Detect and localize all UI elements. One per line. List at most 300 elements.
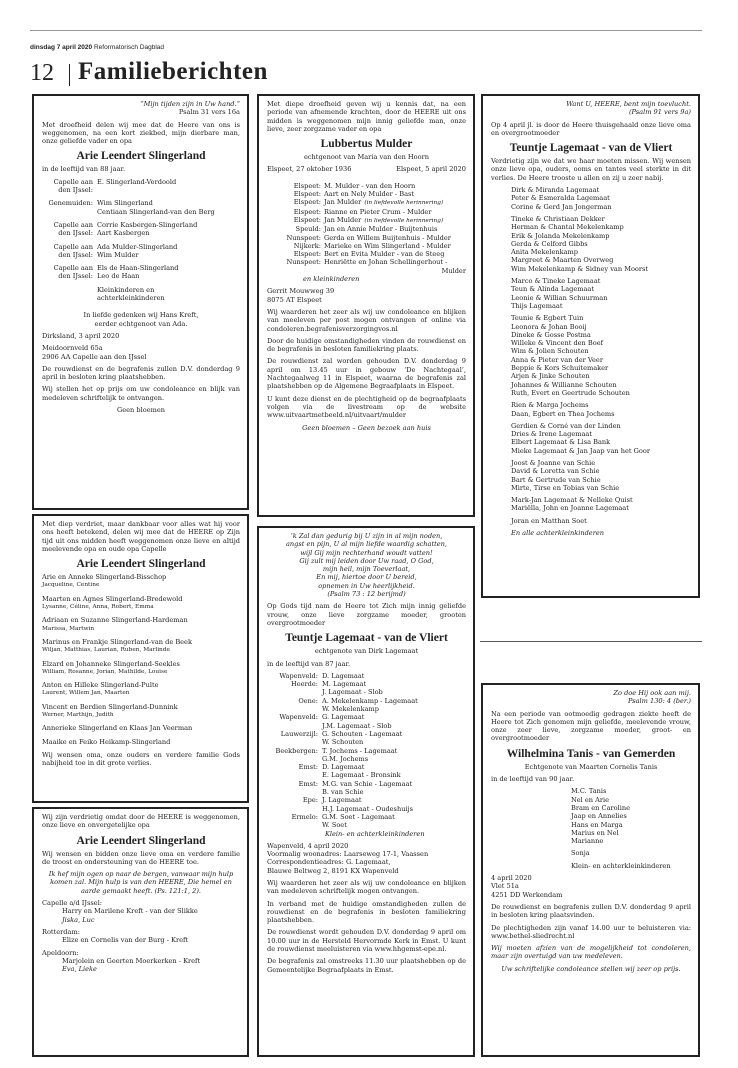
family-location: Elspeet: [293,207,321,216]
family-name: Wim Slingerland [97,199,153,208]
family-note: (in liefdevolle herinnering) [364,200,444,207]
family-name: Marianne [571,837,604,846]
family-location: Ermelo: [291,812,318,821]
family-location: Capelle aan den IJssel: [53,242,93,259]
family-entry [267,216,466,225]
notice-arie-slingerland-2 [32,514,249,803]
notice-arie-slingerland-1 [32,94,249,510]
grandchildren: Klein- en achterkleinkinderen [325,829,425,838]
masthead [30,44,702,51]
family-entry [42,681,240,698]
funeral-info: De rouwdienst en de begrafenis zullen D.V. donderdag 9 april in besloten kring plaatshebben. [42,364,240,382]
notice-teuntje-lagemaat-2 [481,94,700,598]
address-line-2: 8075 AT Elspeet [267,295,322,304]
family-group [511,517,691,525]
family-main: Annerieke Slingerland en Klaas Jan Veerman [42,724,193,733]
deceased-name: Teuntje Lagemaat - van de Vliert [509,142,673,155]
message: Verdrietig zijn we dat we haar moeten missen. Wij wensen onze lieve opa, ouders, ooms en tantes veel sterkte in dit verlies. De Heere trooste u allen en zij u zeer nabij. [491,157,691,182]
family-entry [267,198,466,207]
family-entry [267,680,466,688]
family-name: Willeke & Vincent den Boef [511,339,604,348]
family-entry [267,763,466,771]
family-name: B. van Schie [322,788,364,797]
age: in de leeftijd van 90 jaar. [491,775,575,784]
intro: Wij zijn verdrietig omdat door de HEERE is weggenomen, onze lieve en onvergetelijke opa [42,813,240,830]
family-location: Apeldoorn: [42,948,79,957]
family-group [511,496,691,513]
family-location [267,688,322,696]
family-entry [267,821,466,829]
livestream-info: De plechtigheden zijn vanaf 14.00 uur te beluisteren via: www.bethel-sliedrecht.nl [491,923,691,940]
verse-line: Gij zult mij leiden door Uw raad, O God, [299,556,434,565]
verse-ref: Psalm 130: 4 (ber.) [627,697,691,706]
family-note: (in liefdevolle herinnering) [364,217,444,224]
family-name: Mariëlla, John en Joanne Lagemaat [511,504,629,513]
family-name: Jan Mulder [324,215,362,224]
family-names [97,221,197,238]
family-names [324,208,432,216]
family-location [267,755,322,763]
verse-line: (Psalm 73 : 12 berijmd) [327,590,406,599]
family-name: Els de Haan-Slingerland [97,264,179,273]
family-name: Henriëtte en Johan Schellingerhout - [324,258,448,267]
family-entry [42,738,240,746]
family-name: Beppie & Kors Schuitemaker [511,364,609,373]
verse-ref: (Psalm 91 vers 9a) [628,108,691,117]
family-name: Marco & Tineke Lagemaat [511,277,601,286]
family-group [511,401,691,418]
family-names [324,182,415,190]
family-children: Laurent, Willem Jan, Maarten [42,690,130,697]
grandchildren: en kleinkinderen [303,275,360,284]
age: in de leeftijd van 87 jaar. [267,659,351,668]
family-main: Arie en Anneke Slingerland-Bisschop [42,573,167,582]
family-location: Elspeet: [293,250,321,259]
family-names [97,178,176,195]
address-line-2: Vlet 51a [491,882,519,891]
deceased-name: Arie Leendert Slingerland [76,150,206,163]
verse [267,532,466,598]
family-name: Teunie & Egbert Tuin [511,314,584,323]
family-name: Aart en Nely Mulder - Bast [324,190,415,199]
family-name: Teun & Alinda Lagemaat [511,285,595,294]
place-date: Dirksland, 3 april 2020 [42,331,120,340]
family-location [267,788,322,796]
spouse: Echtgenote van Maarten Cornelis Tanis [524,762,658,771]
family-name: D. Lagemaat [322,671,365,680]
family-entry [267,697,466,705]
notice-teuntje-lagemaat-1 [257,526,475,1057]
family-location: Heerde: [290,680,318,689]
family-entry [267,182,466,190]
family-name: Gerdien & Corné van der Linden [511,421,621,430]
family-entry [267,242,466,250]
family-name: Erik & Jolanda Mekelenkamp [511,231,610,240]
grandchildren: Klein- en achterkleinkinderen [571,861,671,870]
spouse: echtgenoot van Maria van den Hoorn [303,153,430,162]
address-line-3: 4251 DD Werkendam [491,890,563,899]
family-name: Centiaan Slingerland-van den Berg [97,207,215,216]
family-entry [42,243,240,260]
family-name: Elbert Lagemaat & Lisa Bank [511,438,611,447]
family-name: Wim Mekelenkamp & Sidney van Moorst [511,264,649,273]
family-names: Elize en Cornelis van der Burg - Kreft [62,936,189,945]
family-children: Lysanne, Céline, Anna, Robert, Emma [42,604,154,611]
family-list [267,182,466,267]
family-entry [267,258,466,266]
condolence-note: Wij moeten afzien van de mogelijkheid tot condoleren, maar zijn overtuigd van uw medeleven. [491,944,691,961]
family-children: Eva, Lieke [62,965,97,974]
family-names [324,250,444,258]
intro: Met droefheid delen wij mee dat de Heere van ons is weggenomen, na een kort ziekbed, mijn dierbare man, onze geliefde vader en opa [42,120,240,146]
family-location: Genemuiden: [48,199,93,208]
notice-lubbertus-mulder [257,94,475,517]
family-name: Ruth, Evert en Geertrude Schouten [511,388,630,397]
great-grandchildren: En alle achterkleinkinderen [511,529,605,538]
family-location: Elspeet: [293,215,321,224]
family-names [324,216,443,225]
family-name: Gerda en Willem Buijtenhuis - Mulder [324,233,451,242]
address-line-1: Voormalig woonadres: Laarseweg 17-1, Vaassen [267,850,429,859]
family-location: Elspeet: [293,198,321,207]
family-entry [42,616,240,633]
family-entry [267,771,466,779]
intro: Op Gods tijd nam de Heere tot Zich mijn innig geliefde vrouw, onze lieve zorgzame moeder, grooten overgrootmoeder [267,602,466,627]
family-name: M.C. Tanis [571,787,607,796]
circumstances: Door de huidige omstandigheden vinden de rouwdienst en de begrafenis in besloten familiekring plaats. [267,336,466,354]
family-name: Hans en Marga [571,820,623,829]
family-entry [267,705,466,713]
family-name: Dineke & Gosse Postma [511,330,591,339]
family-name: M. Lagemaat [322,680,367,689]
family-location: Nunspeet: [286,233,321,242]
family-name: Margreet & Maarten Overweg [511,256,614,265]
verse-line: ’k Zal dan gedurig bij U zijn in al mijn noden, [290,532,443,540]
family-name: E. Lagemaat - Bronsink [322,771,401,780]
family-entry [267,813,466,821]
family-location [42,286,97,303]
family-location: Emst: [298,779,318,788]
family-name: Rien & Marga Jochems [511,401,589,410]
family-name: Marieke en Wim Slingerland - Mulder [324,241,451,250]
family-names [97,243,177,260]
family-entry [42,660,240,677]
intro: Met diep verdriet, maar dankbaar voor alles wat hij voor ons heeft betekend, delen wij mee dat de HEERE op Zijn tijd uit ons midden heeft weggenomen onze lieve en altijd meelevende opa en oude opa Capelle [42,520,240,553]
family-location: Wapenveld: [279,671,318,680]
family-name: Leonie & Willian Schuurman [511,293,608,302]
funeral-info: De rouwdienst en begrafenis zullen D.V. donderdag 9 april in besloten kring plaatsvinden. [491,902,691,920]
memory-line-2: eerder echtgenoot van Ada. [94,319,188,328]
family-tail: Mulder [441,266,466,275]
family-children: Werner, Marthijn, Judith [42,712,114,719]
family-extra: Sonja [571,849,590,858]
family-entry [42,264,240,281]
family-name: Gerda & Celford Gibbs [511,239,588,248]
family-children: Marissa, Martwin [42,625,95,632]
family-entry [267,225,466,233]
family-names [97,199,215,216]
family-name: Mark-Jan Lagemaat & Nelleke Quist [511,496,633,505]
issue-date: dinsdag 7 april 2020 [30,44,93,51]
family-name: A. Mekelenkamp - Lagemaat [322,696,418,705]
family-name: J. Lagemaat - Slob [322,688,383,697]
family-entry [42,178,240,195]
family-entry [267,208,466,216]
family-list [42,573,240,746]
family-entry [42,928,240,945]
family-name: G.M. Soet - Lagemaat [322,812,395,821]
family-groups [491,186,691,525]
family-entry [267,730,466,738]
family-location: Lauwerzijl: [280,729,318,738]
family-name: Joost & Joanne van Schie [511,458,596,467]
family-children: Jacqueline, Centine [42,582,100,589]
family-name: Mieke Lagemaat & Jan Jaap van het Goor [511,446,651,455]
family-entry [267,234,466,242]
family-name: Leonora & Johan Booij [511,322,587,331]
family-location: Speuld: [295,225,321,234]
family-entry [267,738,466,746]
family-location: Nunspeet: [286,258,321,267]
family-name: Johannes & Willianne Schouten [511,380,617,389]
family-list [42,899,240,973]
family-group [511,215,691,273]
family-name: David & Loretta van Schie [511,467,600,476]
family-main: Anton en Hilleke Slingerland-Pulte [42,681,159,690]
family-location: Elspeet: [293,181,321,190]
family-group [511,314,691,397]
family-entry [42,724,240,732]
intro: Met diepe droefheid geven wij u kennis dat, na een periode van afnemende krachten, door de HEERE uit ons midden is weggenomen mijn innig geliefde man, onze lieve, zeer zorgzame vader en opa [267,100,466,133]
notice-arie-slingerland-3 [32,807,249,1057]
family-name: T. Jochems - Lagemaat [322,746,398,755]
family-name: Dries & Irene Lagemaat [511,430,592,439]
family-entry [267,688,466,696]
family-location [267,771,322,779]
deceased-name: Teuntje Lagemaat - van de Vliert [285,632,448,645]
family-name: Daan, Egbert en Thea Jochems [511,409,615,418]
verse-ref: Psalm 31 vers 16a [178,108,240,117]
service-info: De rouwdienst wordt gehouden D.V. donderdag 9 april om 10.00 uur in de Hersteld Hervormde Kerk in Emst. U kunt de rouwdienst meeluisteren via www.hhgemst-epe.nl. [267,928,466,954]
flowers-note: Geen bloemen [116,406,166,415]
verse-line: opnemen in Uw heerlijkheid. [318,581,415,590]
family-name: Arjen & Jinke Schouten [511,372,590,381]
family-name: G. Lagemaat [322,713,365,722]
address-line-2: Correspondentieadres: G. Lagemaat, [267,858,391,867]
family-name: Corrie Kasbergen-Slingerland [97,220,198,229]
family-name: Jaap en Annelies [571,812,627,821]
family-entry [267,788,466,796]
family-names [324,225,437,233]
flowers-note: Geen bloemen – Geen bezoek aan huis [302,423,431,432]
family-location [267,805,322,813]
family-location: Beekbergen: [275,746,318,755]
closing: Wij wensen oma, onze ouders en verdere familie Gods nabijheid toe in dit grote verlies. [42,750,240,768]
page-title: Familieberichten [78,58,268,85]
family-main: Maaike en Feiko Heikamp-Slingerland [42,737,171,746]
verse-line: wijl Gij mijn rechterhand woudt vatten! [300,548,433,557]
family-name: Leo de Haan [97,272,140,281]
family-entry [267,796,466,804]
family-names [324,190,414,198]
family-entry [267,672,466,680]
family-name: Jan Mulder [324,198,362,207]
family-name: Mirte, Tirse en Tobias van Schie [511,483,620,492]
family-name: Wim & Jolien Schouten [511,347,589,356]
family-names [324,258,447,266]
family-name: Aart Kasbergen [97,229,150,238]
address-line-1: 4 april 2020 [491,874,532,883]
condolence-info: Wij waarderen het zeer als wij uw condoleance en blijken van medeleven schriftelijk mogen ontvangen. [267,878,466,896]
family-entry [267,722,466,730]
family-children: William, Rosanne, Jorian, Mathilde, Louise [42,668,168,675]
family-entry [42,638,240,655]
family-name: M.G. van Schie - Lagemaat [322,779,413,788]
livestream-info: U kunt deze dienst en de plechtigheid op de begraafplaats volgen via de livestream op de website www.uitvaartmetbeeld.nl/uitvaart/mulder [267,394,466,420]
family-name: G. Schouten - Lagemaat [322,729,403,738]
family-name: Bert en Evita Mulder - van de Steeg [324,250,445,259]
family-entry [42,199,240,216]
deceased-name: Arie Leendert Slingerland [76,834,206,847]
memory-line-1: In liefde gedenken wij Hans Kreft, [83,311,199,320]
family-name: G.M. Jochems [322,754,369,763]
family-entry [267,250,466,258]
paper-name: Reformatorisch Dagblad [93,44,165,51]
family-location: Elspeet: [293,190,321,199]
family-group [511,277,691,310]
deceased-name: Lubbertus Mulder [320,138,413,151]
family-name: Thijs Lagemaat [511,301,563,310]
died: Elspeet, 5 april 2020 [396,165,466,174]
condolence-info: Wij waarderen het zeer als wij uw condoleance en blijken van meeleven per post mogen ontvangen of online via condoleren.begrafenisverzorgingvos.nl [267,307,466,333]
family-name: Kleinkinderen en [97,285,155,294]
born: Elspeet, 27 oktober 1936 [267,165,352,174]
verse: Ik hef mijn ogen op naar de bergen, vanwaar mijn hulp komen zal. Mijn hulp is van den HEERE, Die hemel en aarde gemaakt heeft. (Ps. 121:1, 2). [48,870,234,895]
family-entry [42,703,240,720]
family-name: Herman & Chantal Mekelenkamp [511,223,624,232]
family-name: W. Soet [322,821,347,830]
service-info: De rouwdienst zal worden gehouden D.V. donderdag 9 april om 13.45 uur in gebouw ‘De Nachtegaal’, Nachtegaalweg 11 in Elspeet, waarna de begrafenis zal plaatshebben op de Algemene Begraafplaats in Elspeet. [267,357,466,391]
family-name: Tineke & Christiaan Dekker [511,214,605,223]
family-main: Vincent en Berdien Slingerland-Dunnink [42,702,178,711]
family-location: Rotterdam: [42,927,80,936]
address-line-3: Blauwe Beltweg 2, 8191 KX Wapenveld [267,866,399,875]
condolence-note-2: Uw schriftelijke condoleance stellen wij zeer op prijs. [501,964,681,973]
verse-line: angst en pijn, U al mijn liefde waardig schatten, [285,540,447,549]
title-divider [69,64,70,86]
family-location [267,722,322,730]
age: in de leeftijd van 88 jaar. [42,165,126,174]
family-location [267,821,322,829]
family-list [267,672,466,830]
family-location: Nijkerk: [293,241,321,250]
family-entry [42,221,240,238]
family-entry [42,899,240,924]
family-main: Elzard en Johanneke Slingerland-Seekles [42,659,180,668]
intro: Op 4 april jl. is door de Heere thuisgehaald onze lieve oma en overgrootmoeder [491,120,691,137]
family-name: Wim Mulder [97,250,139,259]
family-children: Wiljan, Matthias, Laurian, Ruben, Marlinde [42,647,170,654]
family-group [511,459,691,492]
family-list [42,178,240,303]
family-name: M. Mulder - van den Hoorn [324,181,416,190]
family-children: Jiska, Luc [62,915,95,924]
family-location: Oene: [298,696,318,705]
family-group [511,422,691,455]
family-location: Capelle a/d IJssel: [42,899,103,908]
family-name: Bram en Caroline [571,803,630,812]
column-rule [480,641,702,642]
family-name: Anna & Pieter van der Veer [511,355,603,364]
family-entry [42,949,240,974]
circumstances: In verband met de huidige omstandigheden zullen de rouwdienst en de begrafenis in besloten familiekring plaatshebben. [267,899,466,925]
family-main: Maarten en Agnes Slingerland-Bredewold [42,594,183,603]
page-number: 12 [30,60,54,86]
deceased-name: Wilhelmina Tanis - van Gemerden [506,747,676,760]
family-location: Wapenveld: [279,713,318,722]
family-entry [42,595,240,612]
family-entry [267,713,466,721]
family-list [491,787,691,845]
family-location: Capelle aan den IJssel: [53,264,93,281]
family-name: J. Lagemaat [322,796,362,805]
family-name: H.J. Lagemaat - Oudeshuijs [322,804,413,813]
verse: “Mijn tijden zijn in Uw hand.” [140,100,240,108]
family-name: W. Schouten [322,738,364,747]
family-location: Capelle aan den IJssel: [53,177,93,195]
family-name: Rianne en Pieter Crum - Mulder [324,207,432,216]
family-entry [267,747,466,755]
family-names [97,286,165,303]
family-name: D. Lagemaat [322,763,365,772]
family-main: Adriaan en Suzanne Slingerland-Hardeman [42,616,188,625]
family-location [267,738,322,746]
family-location: Emst: [298,763,318,772]
burial-info: De begrafenis zal omstreeks 11.30 uur plaatshebben op de Gemeentelijke Begraafplaats in Emst. [267,957,466,974]
family-names: Harry en Marilene Kreft - van der Slikke [62,907,198,916]
verse: Want U, HEERE, bent mijn toevlucht. [566,100,691,108]
condolence-info: Wij stellen het op prijs om uw condoleance en blijk van medeleven schriftelijk te ontvangen. [42,385,240,402]
family-name: E. Slingerland-Verdoold [97,177,177,186]
family-name: Jan en Annie Mulder - Buijtenhuis [324,225,438,234]
address-line-2: 2906 AA Capelle aan den IJssel [42,352,147,361]
verse: Zo doe Hij ook aan mij. [613,689,691,697]
family-name: Ada Mulder-Slingerland [97,242,178,251]
top-rule [30,30,702,31]
family-entry [42,573,240,590]
family-main: Marinus en Frankje Slingerland-van de Beek [42,637,192,646]
deceased-name: Arie Leendert Slingerland [76,558,206,571]
family-names [324,242,451,250]
address-line-1: Gerrit Mouwweg 39 [267,287,335,296]
family-names [97,264,178,281]
family-name: Marius en Nel [571,828,619,837]
family-name: Corine & Gerd Jan Jongerman [511,202,612,211]
family-names [324,198,443,207]
family-names [324,234,451,242]
family-name: Nel en Arie [571,795,610,804]
family-location [267,705,322,713]
family-location: Epe: [302,796,318,805]
family-name: Anita Mekelenkamp [511,248,579,257]
spouse: echtgenote van Dirk Lagemaat [314,647,419,656]
wish: Wij wensen en bidden onze lieve oma en verdere familie de troost en ondersteuning van de HEERE toe. [42,849,240,866]
family-group [511,186,691,211]
family-name: J.M. Lagemaat - Slob [322,721,392,730]
family-names: Marjolein en Geerten Moerkerken - Kreft [62,956,201,965]
family-entry [267,755,466,763]
family-entry [267,805,466,813]
